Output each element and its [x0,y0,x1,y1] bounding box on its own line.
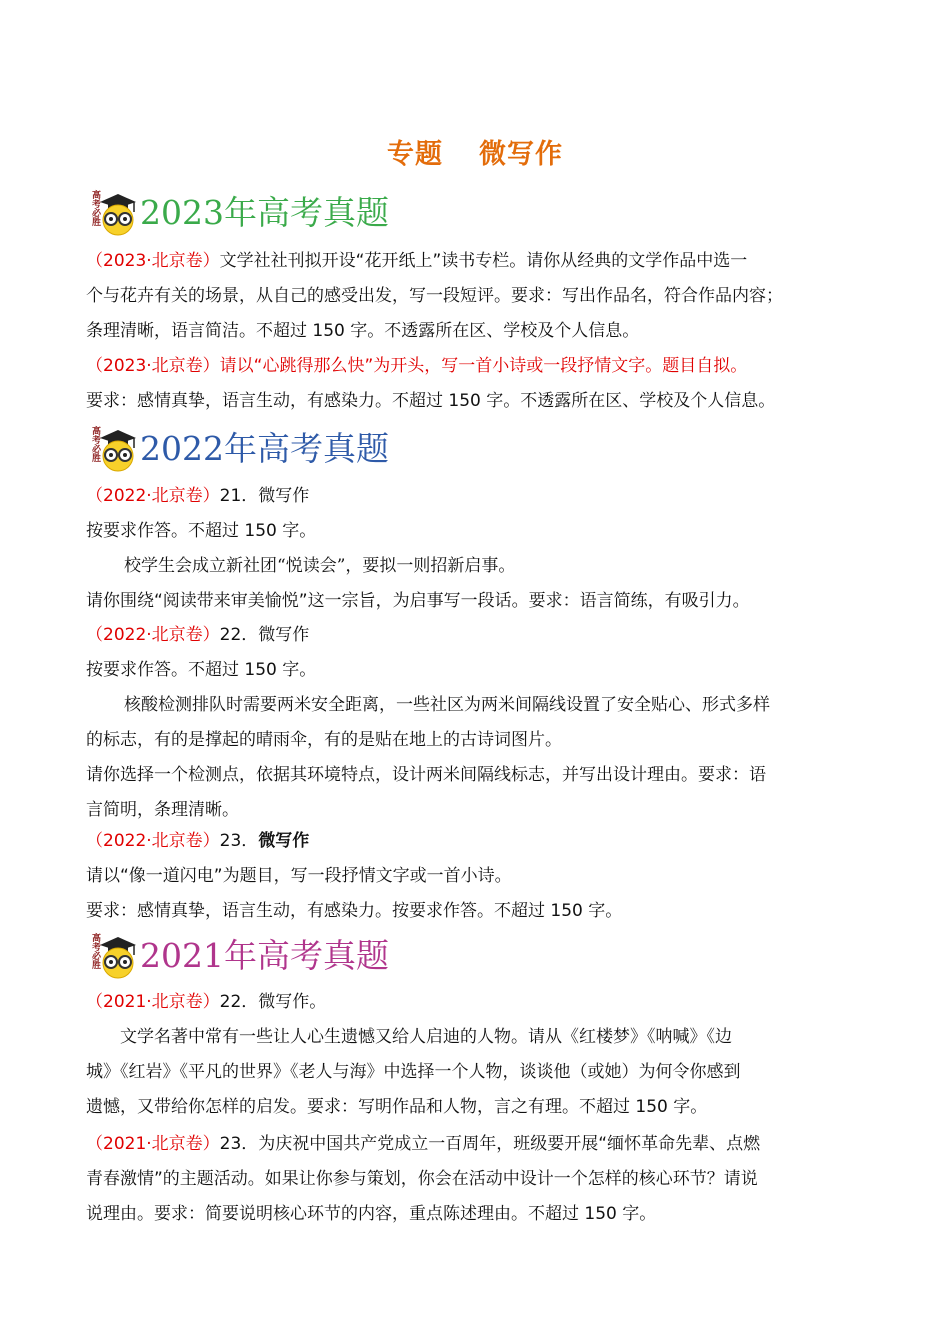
text: 要求：感情真挚，语言生动，有感染力。按要求作答。不超过 150 字。 [86,901,623,921]
badge-text: 高考必胜 [90,426,100,462]
question-2022-23 [86,824,866,929]
text: 核酸检测排队时需要两米安全距离，一些社区为两米间隔线设置了安全贴心、形式多样 [124,695,770,715]
text: 要求：感情真挚，语言生动，有感染力。不超过 150 字。不透露所在区、学校及个人信息。 [86,391,776,411]
line [86,349,866,384]
text: 文学名著中常有一些让人心生遗憾又给人启迪的人物。请从《红楼梦》《呐喊》《边 [120,1027,732,1047]
text: 城》《红岩》《平凡的世界》《老人与海》中选择一个人物，谈谈他（或她）为何令你感到 [86,1062,741,1082]
section-title: 2021年高考真题 [140,936,389,975]
source-tag: （2023·北京卷） [86,251,220,271]
text: 按要求作答。不超过 150 字。 [86,660,317,680]
source-tag: （2021·北京卷） [86,1134,220,1154]
line [86,1127,866,1162]
text: 按要求作答。不超过 150 字。 [86,521,317,541]
line [86,824,866,859]
text: 22．微写作 [219,625,310,645]
owl-mascot-icon [98,424,138,472]
badge-logo [86,931,138,981]
question-2023-1 [86,244,866,349]
badge-logo [86,424,138,474]
text: 文学社社刊拟开设“花开纸上”读书专栏。请你从经典的文学作品中选一 [219,251,748,271]
question-2021-23 [86,1127,866,1232]
text: 青春激情”的主题活动。如果让你参与策划，你会在活动中设计一个怎样的核心环节？请说 [86,1169,758,1189]
text: 23．为庆祝中国共产党成立一百周年，班级要开展“缅怀革命先辈、点燃 [219,1134,761,1154]
line [86,479,866,514]
text: 微写作 [258,831,310,851]
question-2021-22 [86,985,866,1125]
text: 遗憾，又带给你怎样的启发。要求：写明作品和人物，言之有理。不超过 150 字。 [86,1097,708,1117]
source-tag: （2022·北京卷） [86,486,220,506]
section-heading-2022 [86,424,389,474]
text: 条理清晰，语言简洁。不超过 150 字。不透露所在区、学校及个人信息。 [86,321,640,341]
title-part-2: 微写作 [479,139,563,170]
text: 说理由。要求：简要说明核心环节的内容，重点陈述理由。不超过 150 字。 [86,1204,657,1224]
text: 23． [219,831,259,851]
badge-text: 高考必胜 [90,190,100,226]
question-2022-21 [86,479,866,619]
section-title: 2022年高考真题 [140,429,389,468]
line [86,244,866,279]
owl-mascot-icon [98,931,138,979]
text: 请你选择一个检测点，依据其环境特点，设计两米间隔线标志，并写出设计理由。要求：语 [86,765,766,785]
text: 请以“像一道闪电”为题目，写一段抒情文字或一首小诗。 [86,866,512,886]
page-title [0,132,950,171]
source-tag: （2022·北京卷） [86,625,220,645]
source-tag: （2022·北京卷） [86,831,220,851]
source-tag: （2023·北京卷） [86,356,220,376]
section-heading-2023 [86,188,389,238]
text: 21．微写作 [219,486,310,506]
badge-logo [86,188,138,238]
text: 校学生会成立新社团“悦读会”，要拟一则招新启事。 [124,556,516,576]
text: 22．微写作。 [219,992,327,1012]
question-2023-2 [86,349,866,419]
section-title: 2023年高考真题 [140,193,389,232]
text: 的标志，有的是撑起的晴雨伞，有的是贴在地上的古诗词图片。 [86,730,562,750]
owl-mascot-icon [98,188,138,236]
title-part-1: 专题 [387,139,443,170]
text: 言简明，条理清晰。 [86,800,239,820]
line [86,985,866,1020]
text: 请以“心跳得那么快”为开头，写一首小诗或一段抒情文字。题目自拟。 [219,356,748,376]
text: 请你围绕“阅读带来审美愉悦”这一宗旨，为启事写一段话。要求：语言简练，有吸引力。 [86,591,750,611]
question-2022-22 [86,618,866,828]
section-heading-2021 [86,931,389,981]
source-tag: （2021·北京卷） [86,992,220,1012]
badge-text: 高考必胜 [90,933,100,969]
line [86,618,866,653]
text: 个与花卉有关的场景，从自己的感受出发，写一段短评。要求：写出作品名，符合作品内容； [86,286,783,306]
